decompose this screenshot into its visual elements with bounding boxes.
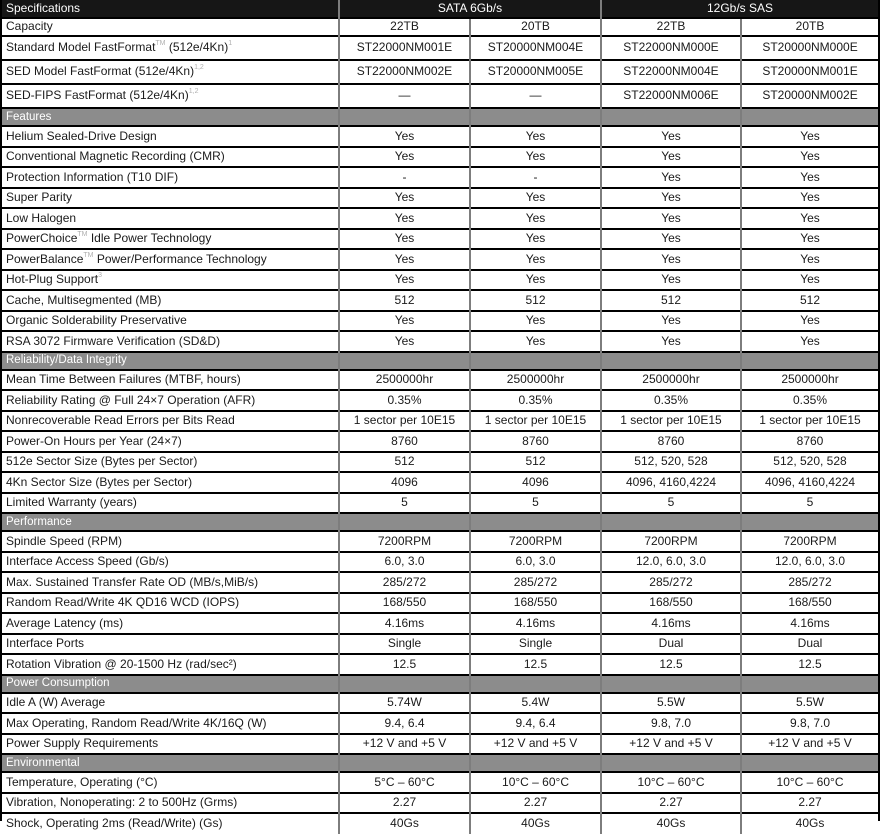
row-label: 512e Sector Size (Bytes per Sector) bbox=[2, 452, 339, 473]
section-bar-cell bbox=[601, 352, 741, 370]
spec-value: Yes bbox=[741, 270, 878, 291]
row-label: Cache, Multisegmented (MB) bbox=[2, 290, 339, 311]
row-label: Helium Sealed-Drive Design bbox=[2, 126, 339, 147]
spec-value: Yes bbox=[741, 208, 878, 229]
section-bar-cell bbox=[339, 513, 470, 531]
spec-value: 5°C – 60°C bbox=[339, 772, 470, 793]
spec-value: Yes bbox=[339, 147, 470, 168]
model-number: ST20000NM002E bbox=[741, 84, 878, 108]
section-bar-cell bbox=[601, 513, 741, 531]
section-bar-cell bbox=[741, 513, 878, 531]
spec-row bbox=[2, 229, 878, 250]
row-label: Interface Access Speed (Gb/s) bbox=[2, 552, 339, 573]
section-header-row bbox=[2, 675, 878, 693]
section-bar-cell bbox=[470, 108, 601, 126]
spec-value: 6.0, 3.0 bbox=[470, 552, 601, 573]
spec-row bbox=[2, 772, 878, 793]
spec-value: Yes bbox=[470, 311, 601, 332]
capacity-value: 20TB bbox=[470, 18, 601, 36]
spec-value: Yes bbox=[339, 270, 470, 291]
spec-value: Yes bbox=[470, 126, 601, 147]
spec-value: 4.16ms bbox=[339, 613, 470, 634]
spec-value: Yes bbox=[470, 270, 601, 291]
spec-value: 2500000hr bbox=[470, 370, 601, 391]
section-bar-cell bbox=[601, 754, 741, 772]
spec-value: 2.27 bbox=[339, 793, 470, 814]
spec-value: 12.5 bbox=[601, 654, 741, 675]
spec-value: Yes bbox=[339, 331, 470, 352]
model-row bbox=[2, 36, 878, 60]
spec-value: +12 V and +5 V bbox=[601, 734, 741, 755]
spec-row bbox=[2, 713, 878, 734]
spec-value: 5.5W bbox=[601, 693, 741, 714]
spec-row bbox=[2, 654, 878, 675]
row-label: Vibration, Nonoperating: 2 to 500Hz (Grms) bbox=[2, 793, 339, 814]
spec-value: 9.8, 7.0 bbox=[741, 713, 878, 734]
section-bar-cell bbox=[601, 108, 741, 126]
spec-value: Yes bbox=[470, 229, 601, 250]
spec-row bbox=[2, 249, 878, 270]
section-title: Environmental bbox=[2, 754, 339, 772]
section-bar-cell bbox=[601, 675, 741, 693]
capacity-value: 22TB bbox=[339, 18, 470, 36]
section-header-row bbox=[2, 513, 878, 531]
table-header-row bbox=[2, 0, 878, 18]
spec-value: 512 bbox=[741, 290, 878, 311]
model-number: ST22000NM001E bbox=[339, 36, 470, 60]
spec-value: 12.0, 6.0, 3.0 bbox=[601, 552, 741, 573]
section-title: Features bbox=[2, 108, 339, 126]
row-label: Average Latency (ms) bbox=[2, 613, 339, 634]
spec-value: 285/272 bbox=[601, 572, 741, 593]
section-bar-cell bbox=[741, 754, 878, 772]
spec-value: 1 sector per 10E15 bbox=[601, 411, 741, 432]
spec-value: 4.16ms bbox=[470, 613, 601, 634]
footnote-superscript: 1 bbox=[228, 40, 233, 48]
spec-value: Yes bbox=[339, 249, 470, 270]
row-label: RSA 3072 Firmware Verification (SD&D) bbox=[2, 331, 339, 352]
row-label: SED Model FastFormat $(512e/4Kn)^{1,2}$ bbox=[2, 60, 339, 84]
footnote-superscript: TM bbox=[83, 251, 94, 259]
spec-row bbox=[2, 572, 878, 593]
spec-value: 12.5 bbox=[339, 654, 470, 675]
interface-group-12gbs-sas: 12Gb/s SAS bbox=[601, 0, 878, 18]
section-bar-cell bbox=[339, 754, 470, 772]
spec-value: Yes bbox=[339, 229, 470, 250]
spec-value: 285/272 bbox=[339, 572, 470, 593]
spec-value: 9.4, 6.4 bbox=[470, 713, 601, 734]
spec-value: 40Gs bbox=[601, 813, 741, 834]
spec-value: 12.5 bbox=[470, 654, 601, 675]
section-title: Power Consumption bbox=[2, 675, 339, 693]
row-label: Max. Sustained Transfer Rate OD (MB/s,MiB/s) bbox=[2, 572, 339, 593]
spec-value: 7200RPM bbox=[601, 531, 741, 552]
capacity-value: 22TB bbox=[601, 18, 741, 36]
spec-value: 4096 bbox=[470, 472, 601, 493]
model-number: ST22000NM002E bbox=[339, 60, 470, 84]
footnote-superscript: 3 bbox=[98, 272, 102, 280]
section-bar-cell bbox=[339, 352, 470, 370]
spec-value: 12.0, 6.0, 3.0 bbox=[741, 552, 878, 573]
spec-value: 5 bbox=[601, 493, 741, 514]
spec-value: 1 sector per 10E15 bbox=[339, 411, 470, 432]
spec-row bbox=[2, 126, 878, 147]
spec-value: 9.8, 7.0 bbox=[601, 713, 741, 734]
row-label: Rotation Vibration @ 20-1500 Hz (rad/sec²) bbox=[2, 654, 339, 675]
spec-value: 0.35% bbox=[741, 390, 878, 411]
spec-row bbox=[2, 188, 878, 209]
spec-row bbox=[2, 311, 878, 332]
model-number: — bbox=[339, 84, 470, 108]
spec-value: 4.16ms bbox=[741, 613, 878, 634]
section-bar-cell bbox=[470, 754, 601, 772]
row-label: Nonrecoverable Read Errors per Bits Read bbox=[2, 411, 339, 432]
model-number: ST20000NM000E bbox=[741, 36, 878, 60]
spec-value: Yes bbox=[470, 331, 601, 352]
spec-value: 8760 bbox=[470, 431, 601, 452]
row-label: Spindle Speed (RPM) bbox=[2, 531, 339, 552]
spec-value: 7200RPM bbox=[339, 531, 470, 552]
spec-row bbox=[2, 493, 878, 514]
spec-value: 2.27 bbox=[601, 793, 741, 814]
spec-row bbox=[2, 634, 878, 655]
spec-value: 512, 520, 528 bbox=[741, 452, 878, 473]
spec-value: Single bbox=[470, 634, 601, 655]
model-number: ST20000NM004E bbox=[470, 36, 601, 60]
spec-row bbox=[2, 613, 878, 634]
spec-value: +12 V and +5 V bbox=[741, 734, 878, 755]
row-label: Random Read/Write 4K QD16 WCD (IOPS) bbox=[2, 593, 339, 614]
spec-value: 8760 bbox=[339, 431, 470, 452]
spec-value: 40Gs bbox=[470, 813, 601, 834]
spec-row bbox=[2, 552, 878, 573]
model-number: ST22000NM000E bbox=[601, 36, 741, 60]
section-bar-cell bbox=[470, 352, 601, 370]
spec-value: 5.5W bbox=[741, 693, 878, 714]
spec-row bbox=[2, 431, 878, 452]
spec-value: Yes bbox=[741, 331, 878, 352]
spec-value: Yes bbox=[601, 229, 741, 250]
spec-value: - bbox=[470, 167, 601, 188]
spec-value: Yes bbox=[339, 126, 470, 147]
row-label: Standard Model FastFormat™ $(512e/4Kn)^1$ bbox=[2, 36, 339, 60]
model-number: ST20000NM005E bbox=[470, 60, 601, 84]
spec-value: 2500000hr bbox=[601, 370, 741, 391]
spec-value: 1 sector per 10E15 bbox=[741, 411, 878, 432]
spec-value: Dual bbox=[601, 634, 741, 655]
footnote-superscript: TM bbox=[77, 231, 88, 239]
capacity-value: 20TB bbox=[741, 18, 878, 36]
spec-value: Yes bbox=[601, 126, 741, 147]
spec-row bbox=[2, 390, 878, 411]
spec-value: +12 V and +5 V bbox=[470, 734, 601, 755]
spec-value: Yes bbox=[470, 147, 601, 168]
spec-value: Yes bbox=[601, 249, 741, 270]
spec-value: 0.35% bbox=[601, 390, 741, 411]
spec-value: 4096, 4160,4224 bbox=[741, 472, 878, 493]
spec-value: 168/550 bbox=[339, 593, 470, 614]
spec-value: 5 bbox=[339, 493, 470, 514]
section-bar-cell bbox=[339, 675, 470, 693]
spec-value: 512 bbox=[339, 452, 470, 473]
spec-value: Yes bbox=[601, 270, 741, 291]
section-bar-cell bbox=[741, 352, 878, 370]
spec-value: 285/272 bbox=[741, 572, 878, 593]
model-row bbox=[2, 60, 878, 84]
spec-value: Yes bbox=[741, 249, 878, 270]
row-label: Idle A (W) Average bbox=[2, 693, 339, 714]
section-bar-cell bbox=[741, 108, 878, 126]
model-row bbox=[2, 84, 878, 108]
spec-value: 4.16ms bbox=[601, 613, 741, 634]
interface-group-sata-6gbs: SATA 6Gb/s bbox=[339, 0, 601, 18]
spec-row bbox=[2, 531, 878, 552]
specifications-header-cell: Specifications bbox=[2, 0, 339, 18]
row-label: Temperature, Operating (°C) bbox=[2, 772, 339, 793]
spec-value: Yes bbox=[741, 188, 878, 209]
spec-value: Yes bbox=[741, 167, 878, 188]
spec-value: 168/550 bbox=[741, 593, 878, 614]
spec-row bbox=[2, 147, 878, 168]
spec-row bbox=[2, 411, 878, 432]
spec-value: 10°C – 60°C bbox=[470, 772, 601, 793]
spec-value: +12 V and +5 V bbox=[339, 734, 470, 755]
spec-value: 10°C – 60°C bbox=[601, 772, 741, 793]
spec-value: Yes bbox=[601, 147, 741, 168]
model-number: — bbox=[470, 84, 601, 108]
spec-row bbox=[2, 472, 878, 493]
section-title: Reliability/Data Integrity bbox=[2, 352, 339, 370]
spec-value: 5 bbox=[470, 493, 601, 514]
spec-value: 9.4, 6.4 bbox=[339, 713, 470, 734]
row-label: Organic Solderability Preservative bbox=[2, 311, 339, 332]
spec-value: 285/272 bbox=[470, 572, 601, 593]
row-label: Super Parity bbox=[2, 188, 339, 209]
spec-value: Yes bbox=[741, 229, 878, 250]
spec-value: 7200RPM bbox=[470, 531, 601, 552]
model-number: ST20000NM001E bbox=[741, 60, 878, 84]
row-label: PowerBalance™ Power/Performance Technology bbox=[2, 249, 339, 270]
spec-value: Yes bbox=[601, 331, 741, 352]
row-label: Hot-Plug Support$^3$ bbox=[2, 270, 339, 291]
spec-value: 168/550 bbox=[470, 593, 601, 614]
spec-value: Yes bbox=[741, 311, 878, 332]
spec-row bbox=[2, 208, 878, 229]
spec-row bbox=[2, 290, 878, 311]
spec-value: - bbox=[339, 167, 470, 188]
spec-value: Yes bbox=[470, 208, 601, 229]
row-label: Interface Ports bbox=[2, 634, 339, 655]
spec-value: 12.5 bbox=[741, 654, 878, 675]
section-bar-cell bbox=[470, 675, 601, 693]
spec-value: 4096, 4160,4224 bbox=[601, 472, 741, 493]
spec-value: Yes bbox=[601, 208, 741, 229]
spec-value: 8760 bbox=[601, 431, 741, 452]
spec-value: Yes bbox=[339, 188, 470, 209]
spec-value: 40Gs bbox=[339, 813, 470, 834]
spec-value: 512, 520, 528 bbox=[601, 452, 741, 473]
spec-value: Yes bbox=[470, 249, 601, 270]
row-label: Power Supply Requirements bbox=[2, 734, 339, 755]
row-label: Shock, Operating 2ms (Read/Write) (Gs) bbox=[2, 813, 339, 834]
footnote-superscript: TM bbox=[155, 40, 166, 48]
row-label: Power-On Hours per Year (24×7) bbox=[2, 431, 339, 452]
spec-row bbox=[2, 593, 878, 614]
row-label: Limited Warranty (years) bbox=[2, 493, 339, 514]
spec-row bbox=[2, 813, 878, 834]
spec-row bbox=[2, 370, 878, 391]
spec-value: Yes bbox=[470, 188, 601, 209]
section-bar-cell bbox=[339, 108, 470, 126]
spec-row bbox=[2, 793, 878, 814]
spec-value: 5.74W bbox=[339, 693, 470, 714]
spec-value: 4096 bbox=[339, 472, 470, 493]
footnote-superscript: 1,2 bbox=[188, 88, 199, 96]
spec-value: 10°C – 60°C bbox=[741, 772, 878, 793]
model-number: ST22000NM004E bbox=[601, 60, 741, 84]
spec-value: 5 bbox=[741, 493, 878, 514]
section-bar-cell bbox=[470, 513, 601, 531]
spec-row bbox=[2, 331, 878, 352]
spec-value: Yes bbox=[741, 126, 878, 147]
footnote-superscript: 1,2 bbox=[194, 64, 204, 72]
spec-value: 6.0, 3.0 bbox=[339, 552, 470, 573]
section-header-row bbox=[2, 754, 878, 772]
spec-value: 0.35% bbox=[470, 390, 601, 411]
row-label: Max Operating, Random Read/Write 4K/16Q (W) bbox=[2, 713, 339, 734]
spec-value: 40Gs bbox=[741, 813, 878, 834]
spec-value: 168/550 bbox=[601, 593, 741, 614]
capacity-row bbox=[2, 18, 878, 36]
row-label: Reliability Rating @ Full 24×7 Operation (AFR) bbox=[2, 390, 339, 411]
spec-row bbox=[2, 734, 878, 755]
spec-value: Single bbox=[339, 634, 470, 655]
section-header-row bbox=[2, 352, 878, 370]
row-label: Mean Time Between Failures (MTBF, hours) bbox=[2, 370, 339, 391]
spec-value: 2500000hr bbox=[741, 370, 878, 391]
spec-row bbox=[2, 270, 878, 291]
section-bar-cell bbox=[741, 675, 878, 693]
spec-value: Yes bbox=[339, 311, 470, 332]
spec-value: 1 sector per 10E15 bbox=[470, 411, 601, 432]
spec-value: 7200RPM bbox=[741, 531, 878, 552]
spec-value: Yes bbox=[601, 188, 741, 209]
spec-row bbox=[2, 693, 878, 714]
spec-value: Yes bbox=[741, 147, 878, 168]
spec-row bbox=[2, 167, 878, 188]
section-header-row bbox=[2, 108, 878, 126]
spec-value: Yes bbox=[601, 167, 741, 188]
section-title: Performance bbox=[2, 513, 339, 531]
spec-row bbox=[2, 452, 878, 473]
model-number: ST22000NM006E bbox=[601, 84, 741, 108]
spec-value: 5.4W bbox=[470, 693, 601, 714]
row-label: Conventional Magnetic Recording (CMR) bbox=[2, 147, 339, 168]
spec-value: 512 bbox=[339, 290, 470, 311]
spec-value: 0.35% bbox=[339, 390, 470, 411]
spec-value: 8760 bbox=[741, 431, 878, 452]
spec-value: 2.27 bbox=[741, 793, 878, 814]
spec-value: 2.27 bbox=[470, 793, 601, 814]
spec-value: Dual bbox=[741, 634, 878, 655]
row-label: Low Halogen bbox=[2, 208, 339, 229]
spec-value: 2500000hr bbox=[339, 370, 470, 391]
specifications-table bbox=[2, 0, 878, 834]
row-label: Capacity bbox=[2, 18, 339, 36]
spec-value: Yes bbox=[339, 208, 470, 229]
spec-value: 512 bbox=[601, 290, 741, 311]
spec-value: 512 bbox=[470, 452, 601, 473]
row-label: PowerChoice™ Idle Power Technology bbox=[2, 229, 339, 250]
row-label: SED-FIPS FastFormat $(512e/4Kn)^{1,2}$ bbox=[2, 84, 339, 108]
spec-value: 512 bbox=[470, 290, 601, 311]
spec-value: Yes bbox=[601, 311, 741, 332]
row-label: 4Kn Sector Size (Bytes per Sector) bbox=[2, 472, 339, 493]
row-label: Protection Information (T10 DIF) bbox=[2, 167, 339, 188]
